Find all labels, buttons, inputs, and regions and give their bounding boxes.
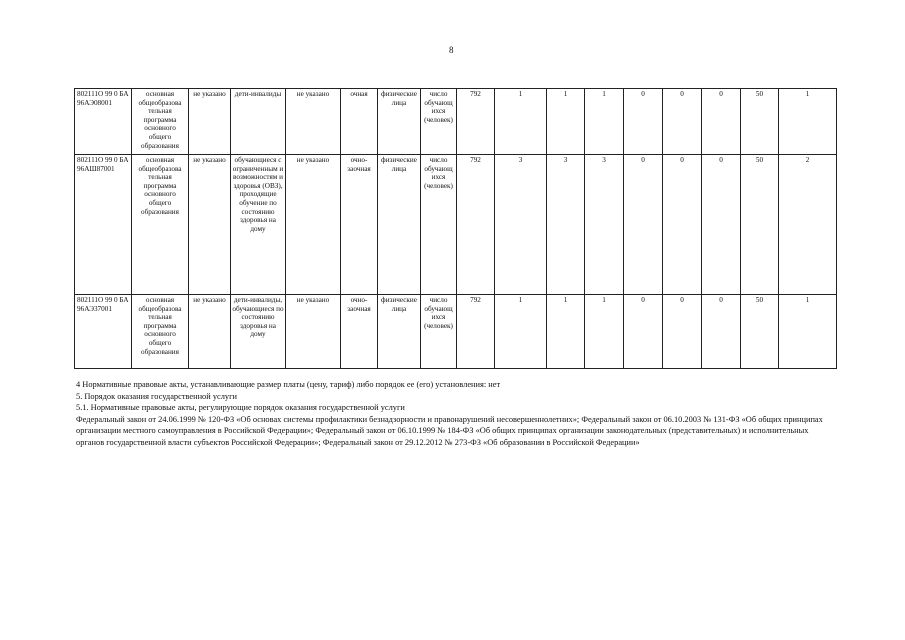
standard-cell: не указано <box>189 155 231 295</box>
place-cell: не указано <box>286 155 341 295</box>
procedure-heading: 5. Порядок оказания государственной услуги <box>76 391 238 401</box>
place-cell: не указано <box>286 295 341 369</box>
value-cell: 3 <box>495 155 547 295</box>
indicator-cell: число обучающ ихся (человек) <box>421 155 457 295</box>
value-cell: 0 <box>624 155 663 295</box>
service-content-cell: основная общеобразова тельная программа основного общего образования <box>132 295 189 369</box>
page-number: 8 <box>449 45 454 55</box>
unit-code-cell: 792 <box>457 295 495 369</box>
regulatory-acts-heading: 5.1. Нормативные правовые акты, регулирующие порядок оказания государственной услуги <box>76 403 405 413</box>
value-cell: 1 <box>495 295 547 369</box>
category-cell: дети-инвалиды <box>231 89 286 155</box>
services-table <box>74 88 837 369</box>
value-cell: 2 <box>779 155 837 295</box>
table-row <box>75 89 837 155</box>
value-cell: 0 <box>663 155 702 295</box>
value-cell: 0 <box>663 89 702 155</box>
consumers-cell: физические лица <box>378 295 421 369</box>
table-row <box>75 295 837 369</box>
value-cell: 50 <box>741 89 779 155</box>
form-cell: очно-заочная <box>341 155 378 295</box>
value-cell: 1 <box>495 89 547 155</box>
federal-laws-text: Федеральный закон от 24.06.1999 № 120-ФЗ «Об основах системы профилактики безнадзорности и правонарушений несовершеннолетних»; Федеральный закон от 06.10.2003 № 131-ФЗ «Об общих принципах организации местного самоуправления в Российской Федерации»; Федеральный закон от 06.10.1999 № 184-ФЗ «Об общих принципах организации законодательных (представительных) и исполнительных органов государственной власти субъектов Российской Федерации»; Федеральный закон от 29.12.2012 № 273-ФЗ «Об образовании в Российской Федерации» <box>76 414 823 447</box>
indicator-cell: число обучающ ихся (человек) <box>421 295 457 369</box>
service-content-cell: основная общеобразова тельная программа основного общего образования <box>132 155 189 295</box>
notes-section <box>76 379 836 449</box>
place-cell: не указано <box>286 89 341 155</box>
value-cell: 1 <box>585 89 624 155</box>
category-cell: дети-инвалиды, обучающиеся по состоянию здоровья на дому <box>231 295 286 369</box>
value-cell: 0 <box>702 155 741 295</box>
payment-acts-note: 4 Нормативные правовые акты, устанавливающие размер платы (цену, тариф) либо порядок ее (его) установления: нет <box>76 380 501 389</box>
indicator-cell: число обучающ ихся (человек) <box>421 89 457 155</box>
table-row <box>75 155 837 295</box>
value-cell: 0 <box>702 89 741 155</box>
standard-cell: не указано <box>189 89 231 155</box>
value-cell: 0 <box>702 295 741 369</box>
value-cell: 3 <box>585 155 624 295</box>
value-cell: 50 <box>741 155 779 295</box>
registry-code-cell: 802111О 99 0 БА 96АЭ37001 <box>75 295 132 369</box>
consumers-cell: физические лица <box>378 89 421 155</box>
value-cell: 1 <box>547 89 585 155</box>
value-cell: 1 <box>779 89 837 155</box>
service-content-cell: основная общеобразова тельная программа основного общего образования <box>132 89 189 155</box>
standard-cell: не указано <box>189 295 231 369</box>
value-cell: 1 <box>779 295 837 369</box>
value-cell: 1 <box>547 295 585 369</box>
registry-code-cell: 802111О 99 0 БА 96АЭ08001 <box>75 89 132 155</box>
value-cell: 0 <box>624 295 663 369</box>
value-cell: 0 <box>624 89 663 155</box>
value-cell: 0 <box>663 295 702 369</box>
registry-code-cell: 802111О 99 0 БА 96АШ87001 <box>75 155 132 295</box>
unit-code-cell: 792 <box>457 89 495 155</box>
consumers-cell: физические лица <box>378 155 421 295</box>
form-cell: очно-заочная <box>341 295 378 369</box>
value-cell: 3 <box>547 155 585 295</box>
unit-code-cell: 792 <box>457 155 495 295</box>
value-cell: 1 <box>585 295 624 369</box>
category-cell: обучающиеся с ограниченным и возможностям и здоровья (ОВЗ), проходящие обучение по состоянию здоровья на дому <box>231 155 286 295</box>
value-cell: 50 <box>741 295 779 369</box>
form-cell: очная <box>341 89 378 155</box>
